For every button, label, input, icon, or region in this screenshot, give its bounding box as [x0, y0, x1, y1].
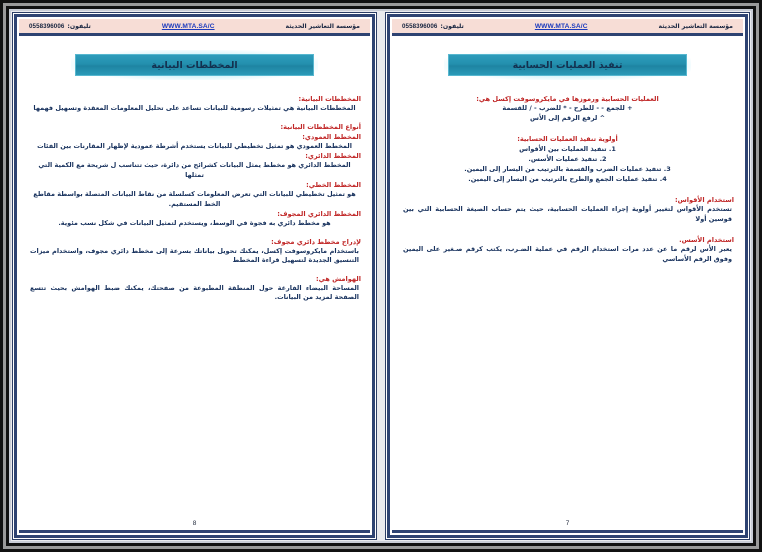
page-8-content [28, 94, 361, 303]
spacer [401, 224, 734, 235]
margins-text: المساحة البيضاء الفارغة حول المنطقة المطبوعة من صفحتك، يمكنك ضبط الهوامش بحيث تتسع الصفحة لمزيد من البيانات. [30, 283, 359, 301]
header-phone-group [29, 23, 91, 30]
priority-item: 1. تنفيذ العمليات بين الأقواس [519, 145, 616, 153]
page-7-content [401, 94, 734, 264]
header-phone-group [402, 23, 464, 30]
page-8-inner [19, 19, 370, 533]
operations-symbols-line-1: + للجمع - - للطرح - * للضرب - / للقسمة [502, 104, 633, 112]
page-8-number: 8 [192, 520, 197, 527]
spacer [401, 123, 734, 134]
column-chart-heading: المخطط العمودي: [302, 132, 361, 141]
line-chart-heading: المخطط الخطي: [306, 181, 361, 189]
doughnut-chart-text: هو مخطط دائري به فجوة في الوسط، ويستخدم لتمثيل البيانات في شكل نسب مئوية. [58, 219, 331, 227]
insert-doughnut-heading: لإدراج مخطط دائري مجوف: [271, 237, 361, 246]
header-website-link[interactable]: WWW.MTA.SA/C [534, 22, 588, 30]
chart-types-heading: أنواع المخططات البيانية: [280, 122, 361, 131]
page-7-body [392, 36, 743, 533]
pie-chart-text: المخطط الدائري هو مخطط يمثل البيانات كشرائح من دائرة، حيث تتناسب ل شريحة مع الكمية التي تمثلها [38, 161, 351, 179]
page-8-title-glow [71, 50, 317, 80]
charts-text: المخططات البيانية هي تمثيلات رسومية للبيانات تساعد على تحليل المعلومات المعقدة وتسهيل فهمها [33, 104, 356, 112]
page-7-running-header [392, 19, 743, 36]
page-7-title: تنفيذ العمليات الحسابية [512, 59, 623, 71]
page-7-inner [392, 19, 743, 533]
spacer [28, 266, 361, 274]
spacer [28, 229, 361, 237]
document-page-7[interactable] [385, 12, 750, 540]
page-8-title: المخططات البيانية [151, 59, 238, 71]
page-8-footer-rule [19, 530, 370, 533]
pie-chart-heading: المخطط الدائري: [305, 152, 361, 160]
page-7-title-glow [444, 50, 690, 80]
priority-item: 2. تنفيذ عمليات الأسس. [528, 155, 607, 163]
operations-symbols-line-2: ^ لرفع الرقم إلى الأس [529, 113, 606, 122]
header-phone-number: 0558396006 [29, 22, 65, 30]
page-7-title-banner [448, 54, 686, 76]
column-chart-text: المخطط العمودي هو تمثيل تخطيطي للبيانات يستخدم أشرطة عمودية لإظهار المقارنات بين الفئات [37, 141, 352, 150]
spacer [28, 114, 361, 122]
header-phone-number: 0558396006 [402, 22, 438, 30]
spacer [401, 184, 734, 195]
exponent-heading: استخدام الأسس. [679, 236, 734, 244]
page-7-footer-rule [392, 530, 743, 533]
header-phone-label: تليفون: [440, 22, 464, 30]
brackets-heading: استخدام الأقواس: [674, 196, 734, 204]
header-org-name: مؤسسة التعاشير الحديثة [285, 22, 360, 30]
brackets-text: تستخدم الأقواس لتغيير أولوية إجراء العمليات الحسابية، حيث يتم حساب الصيغة الحسابية التي بين قوسين أولا [403, 205, 732, 223]
document-page-8[interactable] [12, 12, 377, 540]
header-org-name: مؤسسة التعاشير الحديثة [658, 22, 733, 30]
page-8-body [19, 36, 370, 533]
margins-heading: الهوامش هي: [315, 274, 361, 283]
page-8-title-banner [75, 54, 313, 76]
priority-item: 3. تنفيذ عمليات الضرب والقسمة بالترتيب من اليسار إلى اليمين. [464, 165, 671, 173]
priority-list [401, 144, 734, 184]
page-8-running-header [19, 19, 370, 36]
priority-item: 4. تنفيذ عمليات الجمع والطرح بالترتيب من اليسار إلى اليمين. [468, 175, 667, 183]
priority-heading: أولوية تنفيذ العمليات الحسابية: [517, 135, 618, 143]
doughnut-chart-heading: المخطط الدائري المجوف: [277, 210, 361, 218]
page-7-number: 7 [565, 520, 570, 527]
insert-doughnut-text: باستخدام مايكروسوفت إكسل، يمكنك تحويل بياناتك بسرعة إلى مخطط دائري مجوف، واستخدام ميزات التنسيق الجديدة لتسهيل قراءة المخطط [30, 246, 359, 264]
line-chart-text: هو تمثيل تخطيطي للبيانات التي تعرض المعلومات كسلسلة من نقاط البيانات المتصلة بواسطة مقاطع الخط المستقيم. [33, 190, 356, 208]
charts-heading: المخططات البيانية: [298, 95, 361, 103]
header-website-link[interactable]: WWW.MTA.SA/C [161, 22, 215, 30]
page-spread [12, 12, 750, 540]
header-phone-label: تليفون: [67, 22, 91, 30]
operations-heading: العمليات الحسابية ورموزها في مايكروسوفت إكسل هي: [476, 95, 659, 103]
exponent-text: يعبر الأس لرقم ما عن عدد مرات استخدام الرقم في عملية الضـرب، يكتب كرقم صـغير على اليمين وفوق الرقم الأساسي [403, 245, 732, 263]
